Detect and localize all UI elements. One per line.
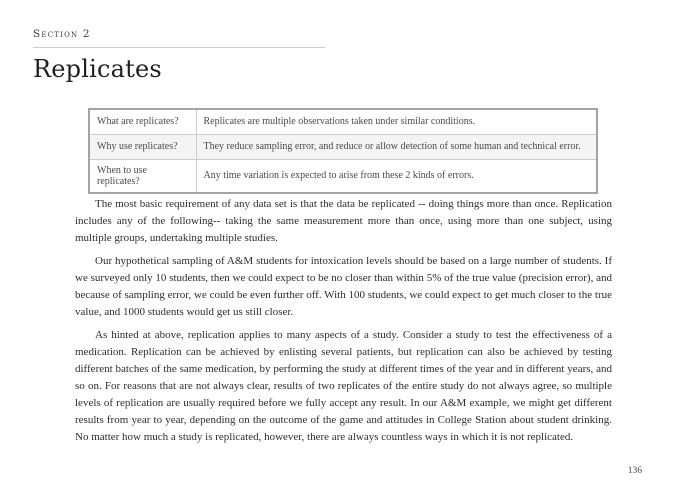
page-header [33, 28, 647, 83]
paragraph-3: As hinted at above, replication applies to many aspects of a study. Consider a study to test the effectiveness of a medication. Replication can be achieved by enlisting several patients, but replication can also be achieved by testing different batches of the same medication, by performing the study at different times of the year and in different years, and so on. For reasons that are not always clear, results of two replicates of the entire study do not always agree, so multiple levels of replication are usually required before we fully accept any result. In our A&M example, we might get different results from year to year, depending on the outcome of the game and attitudes in College Station about student drinking. No matter how much a study is replicated, however, there are always countless ways in which it is not replicated. [75, 329, 612, 443]
table-answer-cell: Replicates are multiple observations taken under similar conditions. [196, 109, 597, 134]
table-answer-cell: They reduce sampling error, and reduce or allow detection of some human and technical error. [196, 134, 597, 159]
table-answer-cell: Any time variation is expected to arise from these 2 kinds of errors. [196, 159, 597, 193]
paragraph-2: Our hypothetical sampling of A&M students for intoxication levels should be based on a large number of students. If we surveyed only 10 students, then we could expect to be no closer than within 5% of the true value (precision error), and because of sampling error, we could be even further off. With 100 students, we could expect to get much closer to the true value, and 1000 students would get us still closer. [75, 255, 612, 318]
table-question-cell: When to use replicates? [89, 159, 196, 193]
section-label: Section 2 [33, 28, 91, 40]
table-question-cell: Why use replicates? [89, 134, 196, 159]
table-row [89, 134, 597, 159]
paragraph-1: The most basic requirement of any data set is that the data be replicated -- doing things more than once. Replication includes any of the following-- taking the same measurement more than once, using more than one subject, using multiple groups, undertaking multiple studies. [75, 198, 612, 244]
section-divider [33, 47, 325, 48]
table-question-cell: What are replicates? [89, 109, 196, 134]
replicates-summary-table [88, 108, 598, 194]
table-row [89, 109, 597, 134]
page-title: Replicates [33, 55, 162, 83]
body-text [75, 196, 612, 452]
page-number: 136 [627, 466, 642, 476]
table-row [89, 159, 597, 193]
